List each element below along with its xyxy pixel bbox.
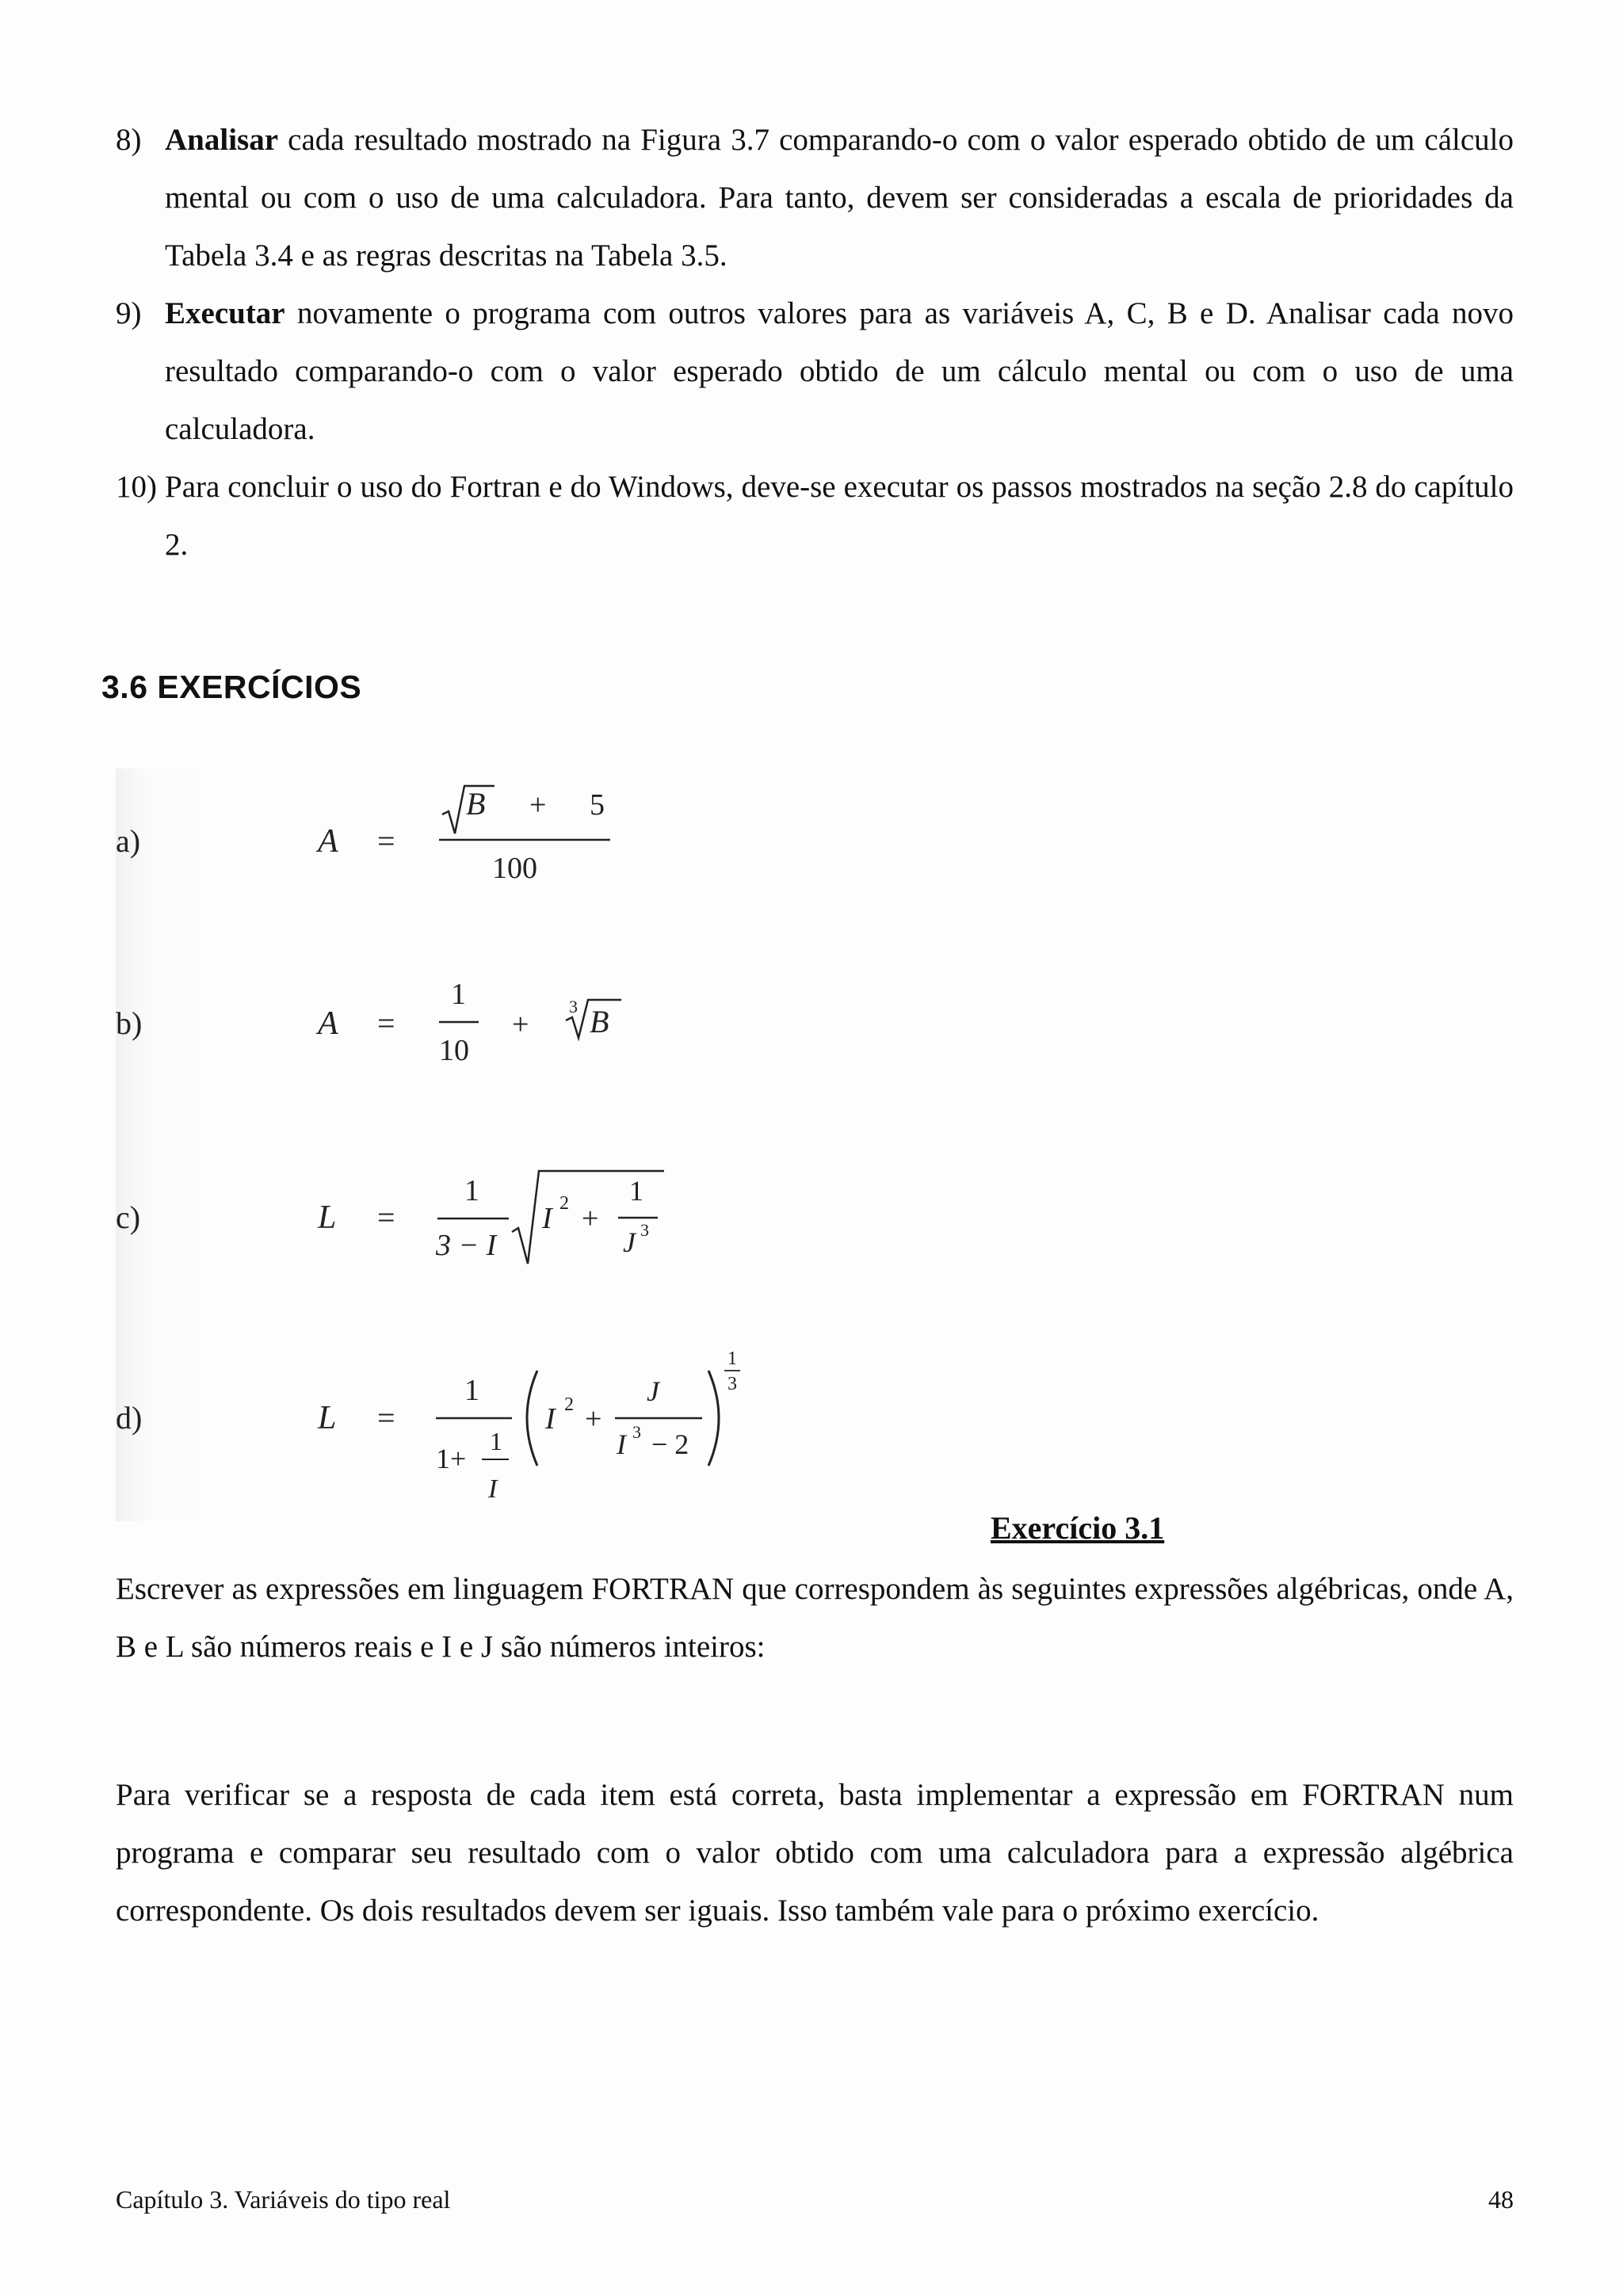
formula-a bbox=[116, 786, 610, 885]
equals-sign: = bbox=[377, 823, 395, 859]
exercise-instructions: Escrever as expressões em linguagem FORTRAN que correspondem às seguintes expressões algébricas, onde A, B e L são números reais e I e J são números inteiros: bbox=[116, 1572, 1514, 1664]
formula-d bbox=[116, 1348, 740, 1504]
formula-label: d) bbox=[116, 1400, 143, 1436]
numerator: 1 bbox=[451, 978, 466, 1011]
formula-b bbox=[116, 978, 621, 1067]
denominator-prefix: 1+ bbox=[436, 1443, 467, 1474]
root-index: 3 bbox=[569, 997, 578, 1016]
denominator: 100 bbox=[492, 852, 537, 885]
step-8 bbox=[116, 111, 1514, 284]
plus-sign: + bbox=[529, 788, 547, 822]
numerator: 1 bbox=[464, 1374, 479, 1407]
formula-figure bbox=[116, 769, 766, 1521]
exponent: 2 bbox=[559, 1193, 569, 1214]
radicand: B bbox=[466, 786, 486, 822]
plus-sign: + bbox=[585, 1402, 602, 1436]
outer-exponent-numerator: 1 bbox=[727, 1348, 737, 1369]
numerator-term: 5 bbox=[590, 788, 605, 822]
plus-sign: + bbox=[512, 1008, 529, 1041]
formula-lhs: L bbox=[318, 1199, 337, 1236]
formula-lhs: A bbox=[318, 1005, 338, 1042]
footer-chapter: Capítulo 3. Variáveis do tipo real bbox=[116, 2185, 451, 2214]
step-10 bbox=[116, 458, 1514, 574]
radicand: B bbox=[590, 1004, 609, 1039]
denominator: 3 − I bbox=[436, 1229, 497, 1262]
formula-lhs: L bbox=[318, 1400, 337, 1436]
equals-sign: = bbox=[377, 1400, 395, 1436]
denominator: 10 bbox=[439, 1034, 469, 1067]
step-number: 8) bbox=[116, 123, 142, 157]
step-text: novamente o programa com outros valores para as variáveis A, C, B e D. Analisar cada novo resultado comparando-o com o valor esperado obtido de um cálculo mental ou com o uso de uma calculadora. bbox=[165, 296, 1514, 446]
exponent: 3 bbox=[640, 1220, 649, 1240]
formula-label: a) bbox=[116, 823, 141, 859]
inner-denominator-term: − 2 bbox=[651, 1428, 689, 1460]
left-paren bbox=[527, 1371, 537, 1466]
procedure-steps bbox=[116, 111, 1514, 574]
variable-i: I bbox=[545, 1402, 556, 1436]
outer-exponent-denominator: 3 bbox=[727, 1374, 737, 1394]
inner-numerator: J bbox=[647, 1375, 659, 1407]
section-title: 3.6 EXERCÍCIOS bbox=[101, 669, 362, 705]
step-number: 9) bbox=[116, 296, 142, 330]
step-number: 10) bbox=[116, 470, 157, 504]
page-number: 48 bbox=[1488, 2185, 1514, 2214]
formula-label: b) bbox=[116, 1005, 143, 1041]
nested-numerator: 1 bbox=[490, 1427, 502, 1455]
step-9 bbox=[116, 284, 1514, 458]
equals-sign: = bbox=[377, 1005, 395, 1041]
step-text: cada resultado mostrado na Figura 3.7 comparando-o com o valor esperado obtido de um cálculo mental ou com o uso de uma calculadora. Para tanto, devem ser consideradas a escala de prioridades da Tabela 3.4 e as regras descritas na Tabela 3.5. bbox=[165, 123, 1514, 273]
inner-numerator: 1 bbox=[629, 1175, 643, 1207]
formula-lhs: A bbox=[318, 823, 338, 860]
step-keyword: Executar bbox=[165, 296, 285, 330]
variable-i: I bbox=[542, 1202, 552, 1235]
inner-denominator-variable: I bbox=[617, 1428, 626, 1460]
plus-sign: + bbox=[582, 1202, 599, 1235]
formula-c bbox=[116, 1171, 664, 1264]
equals-sign: = bbox=[377, 1199, 395, 1235]
right-paren bbox=[708, 1371, 719, 1466]
exponent: 2 bbox=[564, 1394, 574, 1415]
formula-label: c) bbox=[116, 1199, 141, 1235]
exercise-label: Exercício 3.1 bbox=[991, 1510, 1165, 1546]
verification-paragraph: Para verificar se a resposta de cada item está correta, basta implementar a expressão em FORTRAN num programa e comparar seu resultado com o valor obtido com uma calculadora para a expressão algébrica correspondente. Os dois resultados devem ser iguais. Isso também vale para o próximo exercício. bbox=[116, 1778, 1514, 1928]
variable-j: J bbox=[623, 1226, 636, 1258]
step-keyword: Analisar bbox=[165, 123, 279, 157]
exponent: 3 bbox=[632, 1422, 641, 1442]
step-text: Para concluir o uso do Fortran e do Windows, deve-se executar os passos mostrados na seção 2.8 do capítulo 2. bbox=[165, 470, 1514, 562]
numerator: 1 bbox=[464, 1174, 479, 1207]
nested-denominator: I bbox=[488, 1474, 498, 1504]
formula-svg bbox=[116, 769, 766, 1521]
